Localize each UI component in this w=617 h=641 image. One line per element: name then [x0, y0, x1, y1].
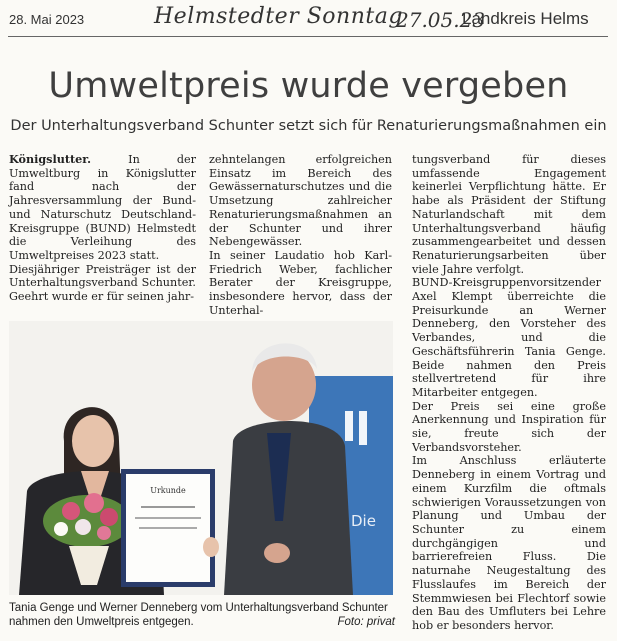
section-title: Landkreis Helms: [462, 9, 589, 28]
article-photo: [9, 321, 393, 595]
certificate-title: Urkunde: [150, 486, 186, 495]
banner-letter: [359, 411, 367, 445]
man-hands: [264, 543, 290, 563]
photo-caption: [9, 601, 395, 629]
article-headline: Umweltpreis wurde vergeben: [48, 66, 569, 106]
paragraph: [9, 153, 196, 263]
caption-text: Tania Genge und Werner Denneberg vom Unterhaltungsverband Schunter nahmen den Umweltpreis entgegen.: [9, 602, 388, 628]
article-subheadline: Der Unterhaltungsverband Schunter setzt sich für Renaturierungsmaßnahmen ein: [10, 118, 607, 134]
banner-letter: [345, 411, 353, 441]
paragraph: tungsverband für dieses umfassende Engagement keinerlei Verpflichtung hätte. Er habe als Präsident der Stiftung Naturlandschaft mit dem Unterhaltungsverband häufig zusammengearbeitet und dessen Renaturierungsarbeiten über viele Jahre verfolgt.: [412, 153, 606, 276]
paragraph: BUND-Kreisgruppenvorsitzender Axel Klempt überreichte die Preisurkunde an Werner Denneberg, den Vorsteher des Verbandes, und die Geschäftsführerin Tania Genge. Beide nahmen den Preis stellvertretend für ihre Mitarbeiter entgegen.: [412, 276, 606, 399]
paragraph: Im Anschluss erläuterte Denneberg in einem Vortrag und einem Kurzfilm die oftmals schwierigen Voraussetzungen von Planung und Umbau der Schunter zu einem durchgängigen und barrierefreien Fluss. Die naturnahe Neugestaltung des Flusslaufes im Bereich der Stemmwiesen bei Flechtorf sowie den Bau des Umfluters bei Lehre hob er besonders hervor.: [412, 454, 606, 632]
newspaper-name: Helmstedter Sonntag: [154, 4, 403, 29]
header-rule: [8, 36, 608, 37]
article-column-1: [9, 153, 196, 304]
article-column-2: [209, 153, 392, 317]
photo-illustration: [9, 321, 393, 595]
woman-hand: [203, 537, 219, 557]
paragraph-text: In der Umweltburg in Königslutter fand nach der Jahresversammlung der Bund- und Naturschutz Deutschland-Kreisgruppe (BUND) Helmstedt die Verleihung des Umweltpreises 2023 statt.: [9, 153, 197, 262]
paragraph: Der Preis sei eine große Anerkennung und Inspiration für sie, freute sich der Verbandsvorsteher.: [412, 399, 606, 454]
paragraph: Diesjähriger Preisträger ist der Unterhaltungsverband Schunter. Geehrt wurde er für seinen jahr-: [9, 262, 196, 304]
photo-credit: Foto: privat: [337, 616, 395, 628]
paragraph: In seiner Laudatio hob Karl-Friedrich Weber, fachlicher Berater der Kreisgruppe, insbesondere hervor, dass der Unterhal-: [209, 248, 392, 317]
woman-face: [72, 415, 114, 467]
page-header: [0, 0, 617, 40]
header-date: 28. Mai 2023: [9, 12, 85, 27]
certificate: [121, 469, 215, 587]
dateline: Königslutter.: [9, 152, 92, 166]
handwritten-date: 27.05.23: [396, 8, 486, 32]
banner-text: Die: [351, 512, 376, 530]
paragraph: zehntelangen erfolgreichen Einsatz im Bereich des Gewässernaturschutzes und die Umsetzung zahlreicher Renaturierungsmaßnahmen an der Schunter und ihrer Nebengewässer.: [209, 153, 392, 249]
article-column-3: [412, 153, 606, 633]
